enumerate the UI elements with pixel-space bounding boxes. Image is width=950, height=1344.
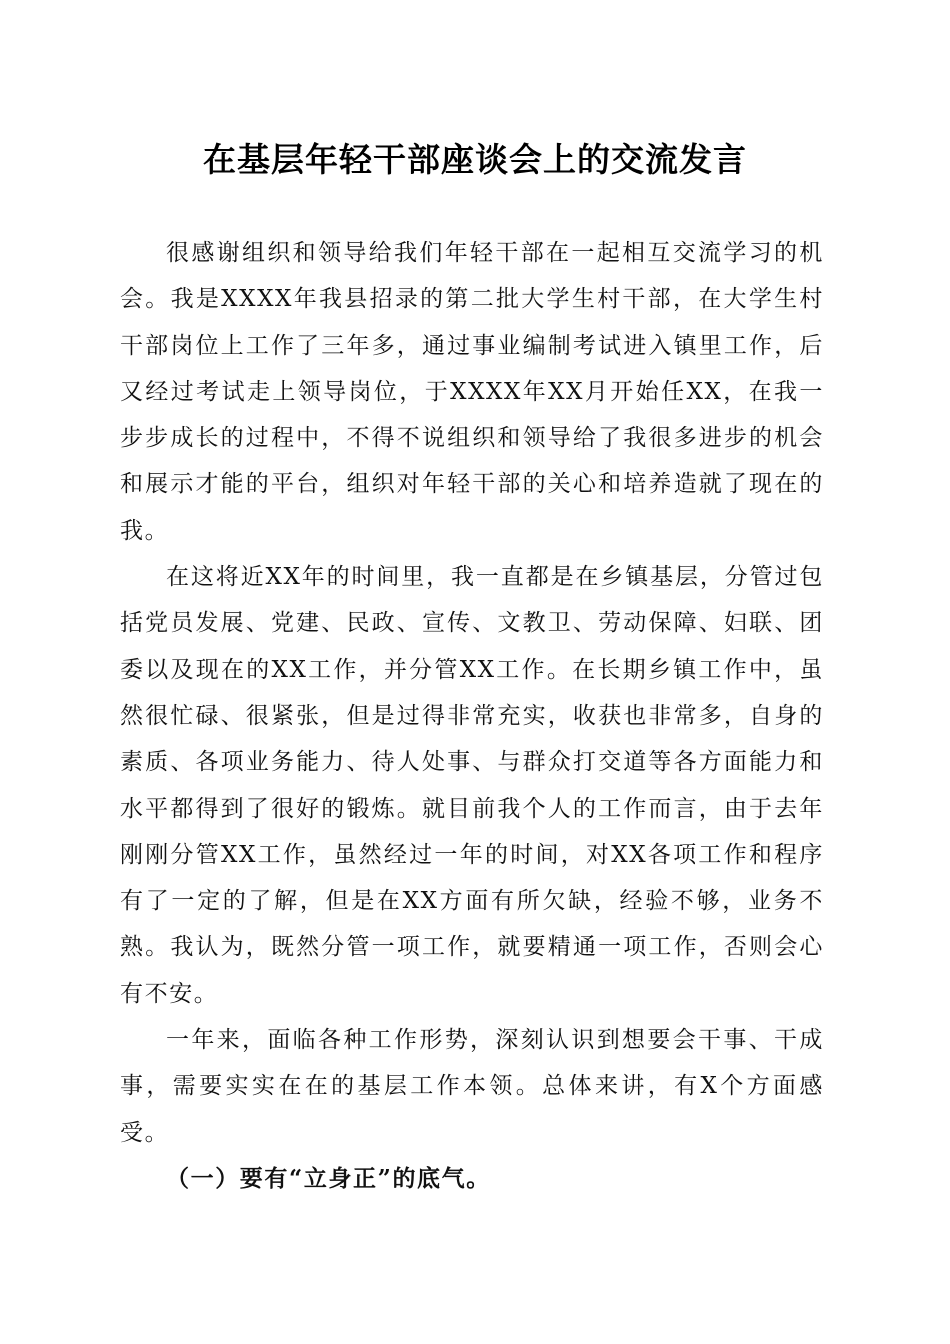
- document-body: [120, 230, 824, 1202]
- section-heading: （一）要有“立身正”的底气。: [166, 1164, 491, 1192]
- paragraph-2: 在这将近XX年的时间里，我一直都是在乡镇基层，分管过包括党员发展、党建、民政、宣传、文教卫、劳动保障、妇联、团委以及现在的XX工作，并分管XX工作。在长期乡镇工作中，虽然很忙碌、很紧张，但是过得非常充实，收获也非常多，自身的素质、各项业务能力、待人处事、与群众打交道等各方面能力和水平都得到了很好的锻炼。就目前我个人的工作而言，由于去年刚刚分管XX工作，虽然经过一年的时间，对XX各项工作和程序有了一定的了解，但是在XX方面有所欠缺，经验不够，业务不熟。我认为，既然分管一项工作，就要精通一项工作，否则会心有不安。: [120, 564, 824, 1007]
- paragraph-3: 一年来，面临各种工作形势，深刻认识到想要会干事、干成事，需要实实在在的基层工作本领。总体来讲，有X个方面感受。: [120, 1027, 824, 1146]
- paragraph-1: 很感谢组织和领导给我们年轻干部在一起相互交流学习的机会。我是XXXX年我县招录的第二批大学生村干部，在大学生村干部岗位上工作了三年多，通过事业编制考试进入镇里工作，后又经过考试走上领导岗位，于XXXX年XX月开始任XX，在我一步步成长的过程中，不得不说组织和领导给了我很多进步的机会和展示才能的平台，组织对年轻干部的关心和培养造就了现在的我。: [120, 240, 824, 544]
- document-title: 在基层年轻干部座谈会上的交流发言: [203, 140, 747, 179]
